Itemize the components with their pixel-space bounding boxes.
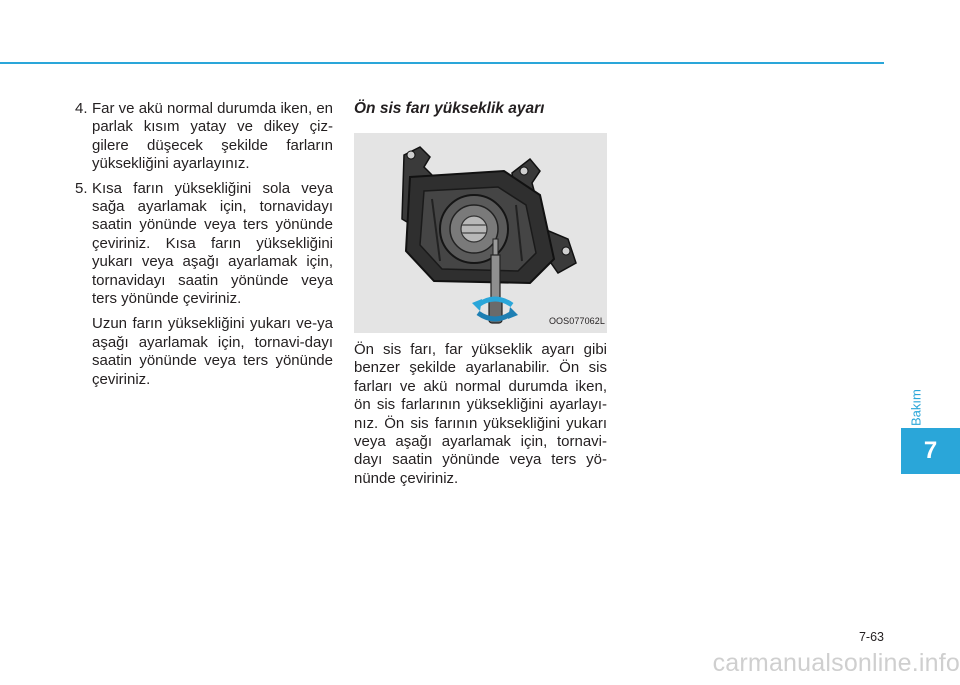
fog-lamp-figure <box>354 133 607 333</box>
step-number: 4. <box>75 100 88 117</box>
right-column <box>354 100 607 487</box>
section-heading: Ön sis farı yükseklik ayarı <box>354 100 545 117</box>
chapter-label: Bakım <box>908 389 924 426</box>
step-number: 5. <box>75 179 88 197</box>
step-5 <box>75 180 333 389</box>
left-column <box>75 100 333 395</box>
step-paragraph: Kısa farın yüksekliğini sola veya sağa ayarlamak için, tornavidayı saatin yönünde veya ters yönünde çeviriniz. Kısa farın yüksekliğini yukarı veya aşağı ayarlamak için, tornavidayı saatin yönünde veya ters yönünde çeviriniz. <box>92 179 333 308</box>
chapter-tab: 7 <box>901 428 960 474</box>
figure-code: OOS077062L <box>548 315 605 326</box>
step-paragraph: Uzun farın yüksekliğini yukarı ve-ya aşağı ayarlamak için, tornavi-dayı saatin yönünde veya ters yönünde çeviriniz. <box>92 315 333 388</box>
step-4 <box>75 100 333 174</box>
section-body: Ön sis farı, far yükseklik ayarı gibi benzer şekilde ayarlanabilir. Ön sis farları ve akü normal durumda iken, ön sis farlarının yüksekliğini ayarlayı-nız. Ön sis farının yüksekliğini yukarı veya aşağı ayarlamak için, tornavi-dayı saatin yönünde veya ters yö-nünde çeviriniz. <box>354 341 607 487</box>
step-paragraph: Far ve akü normal durumda iken, en parlak kısım yatay ve dikey çiz-gilere düşecek şekilde farların yüksekliğini ayarlayınız. <box>92 100 333 173</box>
header-rule <box>0 62 884 64</box>
page-number: 7-63 <box>858 630 884 644</box>
watermark-text: carmanualsonline.info <box>712 649 960 677</box>
fog-lamp-illustration <box>354 133 607 333</box>
